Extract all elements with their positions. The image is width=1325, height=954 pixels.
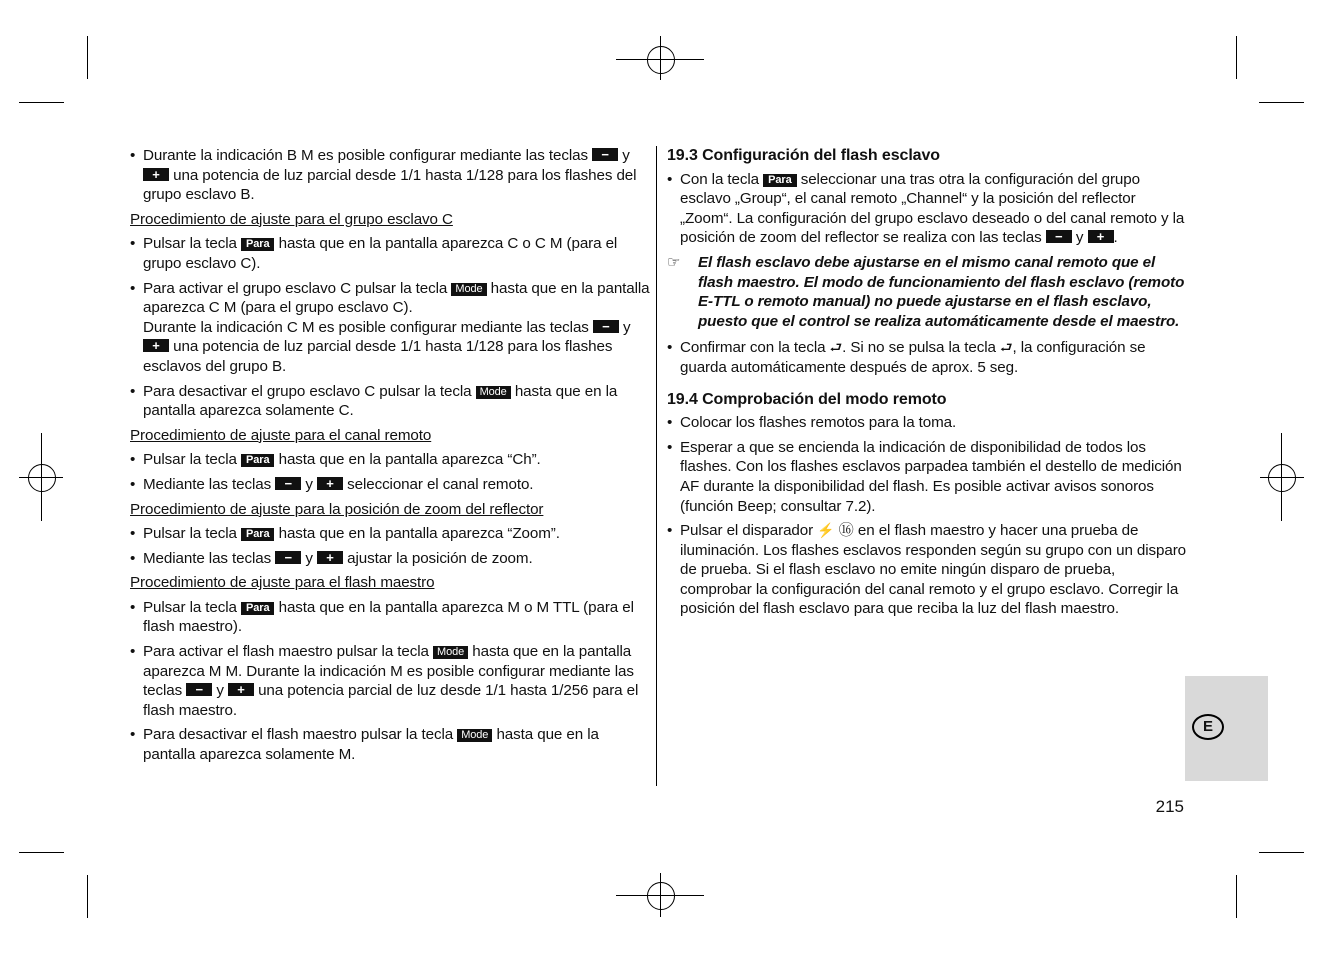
minus-key-icon: − xyxy=(275,551,301,564)
para-key-icon: Para xyxy=(241,602,274,615)
plus-key-icon: + xyxy=(143,339,169,352)
list-item: • Para desactivar el flash maestro pulsar la tecla Mode hasta que en la pantalla aparezca solamente M. xyxy=(130,726,599,764)
para-key-icon: Para xyxy=(763,174,796,187)
list-item: • Pulsar la tecla Para hasta que en la pantalla aparezca M o M TTL (para el flash maestro). xyxy=(130,598,634,636)
list-item: • Durante la indicación B M es posible configurar mediante las teclas − y + una potencia de luz parcial desde 1/1 hasta 1/128 para los flashes del grupo esclavo B. xyxy=(130,147,637,204)
list-item: • Mediante las teclas − y + seleccionar el canal remoto. xyxy=(130,475,534,493)
crop-mark xyxy=(87,875,88,918)
list-item: • Colocar los flashes remotos para la toma. xyxy=(667,414,957,432)
subheading-remote-channel: Procedimiento de ajuste para el canal remoto xyxy=(130,426,432,444)
list-item: • Pulsar la tecla Para hasta que en la pantalla aparezca “Zoom”. xyxy=(130,525,560,543)
list-item: • Para activar el flash maestro pulsar la tecla Mode hasta que en la pantalla aparezca M M. Durante la indicación M es posible configurar mediante las teclas − y + una potencia parcial de luz desde 1/1 hasta 1/256 para el flash maestro. xyxy=(130,643,639,719)
crop-mark xyxy=(1236,36,1237,79)
pointing-hand-icon: ☞ xyxy=(667,253,681,271)
plus-key-icon: + xyxy=(143,168,169,181)
crop-mark xyxy=(1236,875,1237,918)
minus-key-icon: − xyxy=(275,477,301,490)
list-item: • Confirmar con la tecla ⮐. Si no se pulsa la tecla ⮐, la configuración se guarda automáticamente después de aprox. 5 seg. xyxy=(667,339,1146,376)
return-arrow-icon: ⮐ xyxy=(999,339,1013,356)
mode-key-icon: Mode xyxy=(433,646,468,659)
reference-number: ⑯ xyxy=(838,522,854,540)
list-item: • Mediante las teclas − y + ajustar la posición de zoom. xyxy=(130,549,533,567)
note-block: ☞ El flash esclavo debe ajustarse en el mismo canal remoto que el flash maestro. El modo de funcionamiento del flash esclavo (remoto E-TTL o remoto manual) no puede ajustarse en el flash esclavo, puesto que el control se realiza automáticamente desde el maestro. xyxy=(667,253,1185,330)
crop-mark xyxy=(19,852,64,853)
mode-key-icon: Mode xyxy=(457,729,492,742)
plus-key-icon: + xyxy=(1088,230,1114,243)
list-item: • Para activar el grupo esclavo C pulsar la tecla Mode hasta que en la pantalla aparezca C M (para el grupo esclavo C). Durante la indicación C M es posible configurar mediante las teclas − y + una potencia de luz parcial desde 1/1 hasta 1/128 para los flashes esclavos del grupo B. xyxy=(130,279,650,375)
language-tab xyxy=(1185,676,1268,781)
lightning-bolt-icon: ⚡ xyxy=(817,522,835,539)
language-tab-label: E xyxy=(1192,714,1224,740)
plus-key-icon: + xyxy=(317,551,343,564)
subheading-zoom: Procedimiento de ajuste para la posición de zoom del reflector xyxy=(130,500,544,518)
para-key-icon: Para xyxy=(241,528,274,541)
minus-key-icon: − xyxy=(592,148,618,161)
para-key-icon: Para xyxy=(241,238,274,251)
list-item: • Pulsar la tecla Para hasta que en la pantalla aparezca “Ch”. xyxy=(130,451,541,469)
minus-key-icon: − xyxy=(1046,230,1072,243)
minus-key-icon: − xyxy=(186,683,212,696)
crop-mark xyxy=(1259,102,1304,103)
crop-mark xyxy=(87,36,88,79)
return-arrow-icon: ⮐ xyxy=(829,339,843,356)
left-column xyxy=(130,146,650,770)
minus-key-icon: − xyxy=(593,320,619,333)
para-key-icon: Para xyxy=(241,454,274,467)
section-heading-19-4: 19.4 Comprobación del modo remoto xyxy=(667,390,947,408)
mode-key-icon: Mode xyxy=(451,283,486,296)
section-heading-19-3: 19.3 Configuración del flash esclavo xyxy=(667,147,940,164)
list-item: • Pulsar la tecla Para hasta que en la pantalla aparezca C o C M (para el grupo esclavo C). xyxy=(130,235,618,272)
right-column xyxy=(667,146,1187,624)
list-item: • Esperar a que se encienda la indicación de disponibilidad de todos los flashes. Con los flashes esclavos parpadea también el destello de medición AF durante la disponibilidad del flash. Es posible activar avisos sonoros (función Beep; consultar 7.2). xyxy=(667,438,1182,515)
list-item: • Para desactivar el grupo esclavo C pulsar la tecla Mode hasta que en la pantalla aparezca solamente C. xyxy=(130,382,618,420)
crop-mark xyxy=(1259,852,1304,853)
plus-key-icon: + xyxy=(228,683,254,696)
page-number: 215 xyxy=(1155,797,1184,816)
plus-key-icon: + xyxy=(317,477,343,490)
subheading-group-c: Procedimiento de ajuste para el grupo esclavo C xyxy=(130,210,453,228)
subheading-master: Procedimiento de ajuste para el flash maestro xyxy=(130,574,435,592)
list-item: • Pulsar el disparador ⚡ ⑯ en el flash maestro y hacer una prueba de iluminación. Los flashes esclavos responden según su grupo con un disparo de prueba. Si el flash esclavo no emite ningún disparo de prueba, comprobar la configuración del canal remoto y el grupo esclavo. Corregir la posición del flash esclavo para que reciba la luz del flash maestro. xyxy=(667,522,1187,618)
crop-mark xyxy=(19,102,64,103)
list-item: • Con la tecla Para seleccionar una tras otra la configuración del grupo esclavo „Group“, el canal remoto „Channel“ y la posición del reflector „Zoom“. La configuración del grupo esclavo deseado o del canal remoto y la posición de zoom del reflector se realiza con las teclas − y + . xyxy=(667,170,1185,247)
mode-key-icon: Mode xyxy=(476,386,511,399)
column-divider xyxy=(656,146,657,786)
